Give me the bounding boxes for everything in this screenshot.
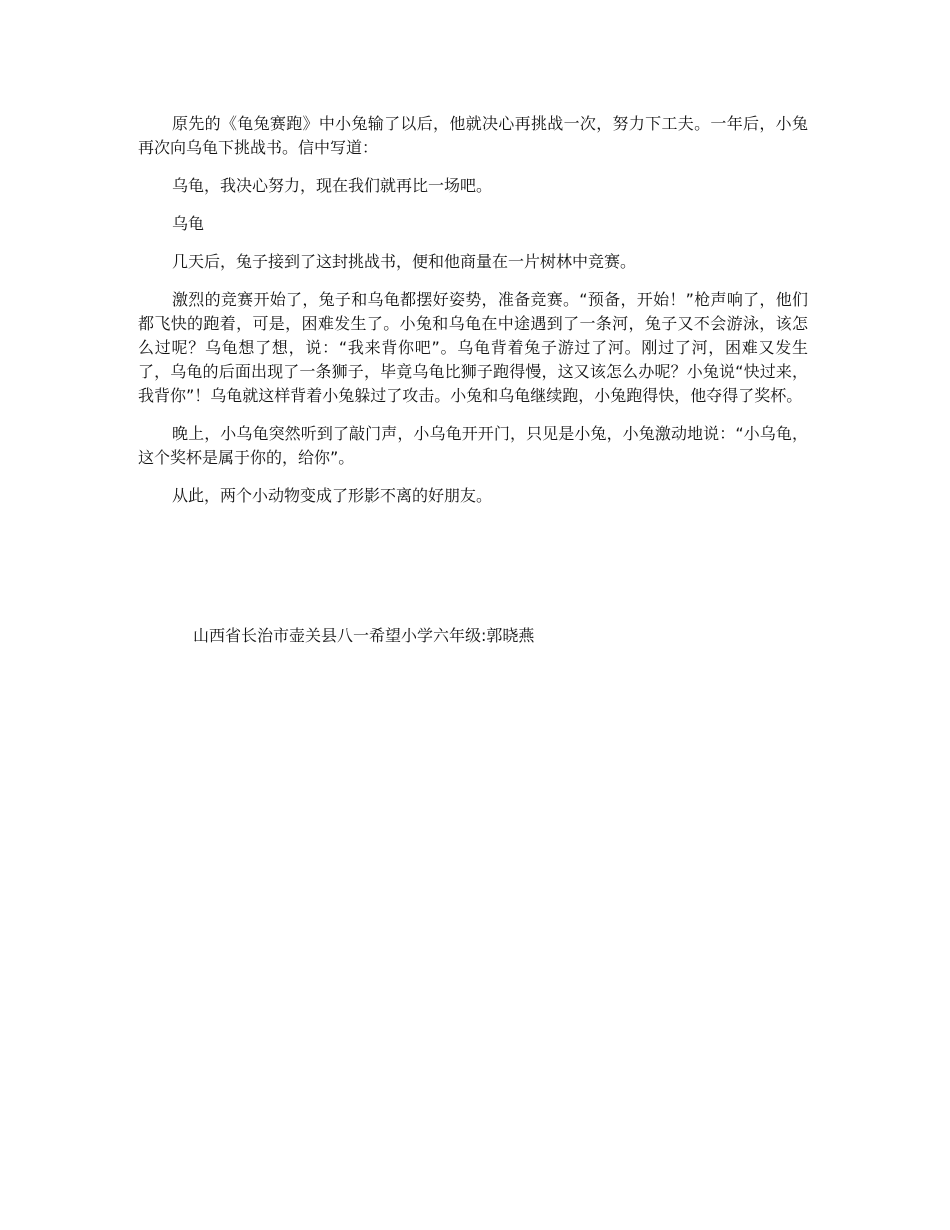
paragraph-evening: 晚上，小乌龟突然听到了敲门声，小乌龟开开门，只见是小兔，小兔激动地说：“小乌龟，这个奖杯是属于你的，给你”。 — [138, 424, 808, 467]
paragraph-intro: 原先的《龟兔赛跑》中小兔输了以后，他就决心再挑战一次，努力下工夫。一年后，小兔再次向乌龟下挑战书。信中写道： — [138, 114, 808, 157]
paragraph-ending: 从此，两个小动物变成了形影不离的好朋友。 — [172, 486, 493, 505]
story-body — [138, 112, 808, 522]
paragraph-challenge-accepted: 几天后，兔子接到了这封挑战书，便和他商量在一片树林中竞赛。 — [172, 252, 637, 271]
paragraph-letter-addressee: 乌龟 — [172, 214, 205, 233]
author-signature: 山西省长治市壶关县八一希望小学六年级:郭晓燕 — [193, 626, 535, 645]
paragraph-letter-content: 乌龟，我决心努力，现在我们就再比一场吧。 — [172, 176, 493, 195]
paragraph-race: 激烈的竞赛开始了，兔子和乌龟都摆好姿势，准备竞赛。“预备，开始！”枪声响了，他们都飞快的跑着，可是，困难发生了。小兔和乌龟在中途遇到了一条河，兔子又不会游泳，该怎么过呢？乌龟想了想，说：“我来背你吧”。乌龟背着兔子游过了河。刚过了河，困难又发生了，乌龟的后面出现了一条狮子，毕竟乌龟比狮子跑得慢，这又该怎么办呢？小兔说“快过来，我背你”！乌龟就这样背着小兔躲过了攻击。小兔和乌龟继续跑，小兔跑得快，他夺得了奖杯。 — [138, 290, 808, 405]
